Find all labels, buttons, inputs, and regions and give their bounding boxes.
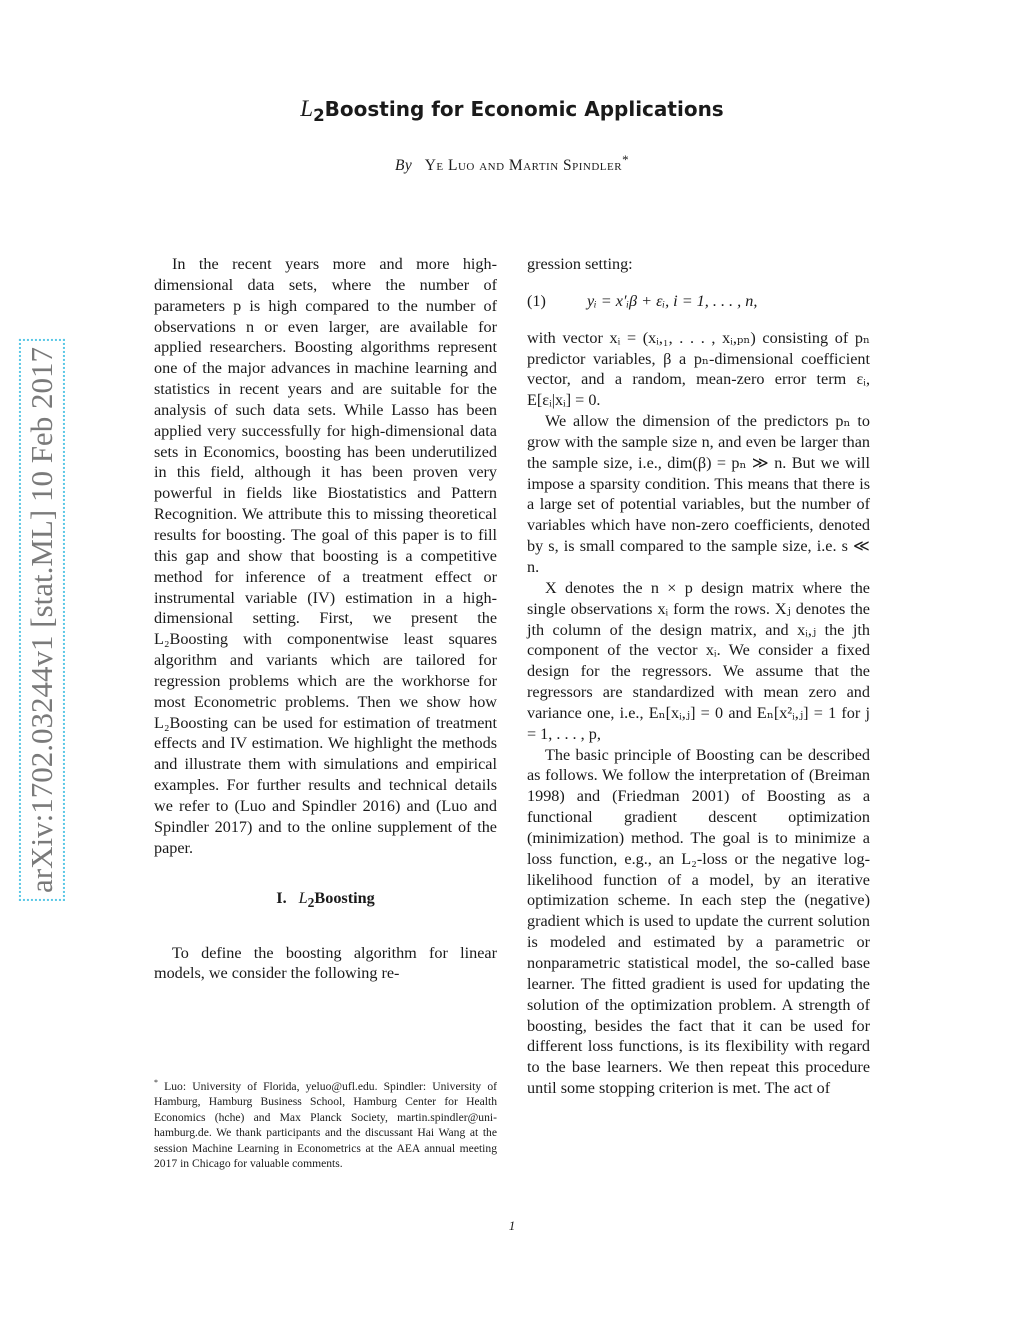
author-footnote-marker: * xyxy=(622,152,630,167)
section-number: I. xyxy=(276,889,287,908)
intro-paragraph: To define the boosting algorithm for linear models, we consider the following re- xyxy=(154,943,497,983)
paragraph-design-matrix: X denotes the n × p design matrix where the single observations xᵢ form the rows. Xⱼ denotes the jth column of the design matrix, and xᵢ,ⱼ the jth component of the vector xᵢ. We consider a fixed design for the regressors. We assume that the regressors are standardized with mean zero and variance one, i.e., Eₙ[xᵢ,ⱼ] = 0 and Eₙ[x²ᵢ,ⱼ] = 1 for j = 1, . . . , p, xyxy=(527,578,870,743)
author-names: Ye Luo and Martin Spindler xyxy=(424,157,623,175)
author-by: By xyxy=(394,157,413,175)
title-text: Boosting for Economic Applications xyxy=(324,97,724,121)
section-subscript: 2 xyxy=(307,895,315,911)
page-number: 1 xyxy=(508,1218,516,1233)
abstract: In the recent years more and more high-dimensional data sets, where the number of parameters p is high compared to the number of observations n or even larger, are available for applied researchers. Boosting algorithms represent one of the major advances in machine learning and statistics in recent years and are suitable for the analysis of such data sets. While Lasso has been applied very successfully for high-dimensional data sets in Economics, boosting has been underutilized in this field, although it has been proven very powerful in fields like Biostatistics and Pattern Recognition. We attribute this to missing theoretical results for boosting. The goal of this paper is to fill this gap and show that boosting is a competitive method for inference of a treatment effect or instrumental variable (IV) estimation in a high-dimensional setting. First, we present the L₂Boosting with componentwise least squares algorithm and variants which are tailored for regression problems which are the workhorse for most Econometric problems. Then we show how L₂Boosting can be used for estimation of treatment effects and IV estimation. We highlight the methods and illustrate them with simulations and empirical examples. For further results and technical details we refer to (Luo and Spindler 2016) and (Luo and Spindler 2017) and to the online supplement of the paper. xyxy=(154,255,497,857)
section-symbol: L xyxy=(298,889,308,908)
author-line xyxy=(0,152,1024,175)
footnote xyxy=(154,1075,497,1172)
arxiv-identifier-text: arXiv:1702.03244v1 [stat.ML] 10 Feb 2017 xyxy=(19,339,65,901)
paragraph-boosting-principle: The basic principle of Boosting can be described as follows. We follow the interpretation of (Breiman 1998) and (Friedman 2001) of Boosting as a functional gradient descent optimization (minimization) method. The goal is to minimize a loss function, e.g., an L₂-loss or the negative log-likelihood function of a model, by an iterative optimization scheme. In each step the (negative) gradient which is used to update the current solution is modeled and estimated by a parametric or nonparametric statistical model, the so-called base learner. The fitted gradient is used for updating the solution of the optimization problem. A strength of boosting, besides the fact that it can be used for different loss functions, is its flexibility with regard to the base learners. We then repeat this procedure until some stopping criterion is met. The act of xyxy=(527,745,870,1098)
equation-1 xyxy=(527,291,870,312)
paragraph-model-definition: with vector xᵢ = (xᵢ,₁, . . . , xᵢ,ₚₙ) consisting of pₙ predictor variables, β a pₙ-dimensional coefficient vector, and a random, mean-zero error term εᵢ, E[εᵢ|xᵢ] = 0. xyxy=(527,328,870,410)
footnote-marker: * xyxy=(154,1078,158,1087)
footnote-text: Luo: University of Florida, yeluo@ufl.edu. Spindler: University of Hamburg, Hamburg Business School, Hamburg Center for Health Economics (hche) and Max Planck Society, martin.spindler@uni-hamburg.de. We thank participants and the discussant Hai Wang at the session Machine Learning in Econometrics at the AEA annual meeting 2017 in Chicago for valuable comments. xyxy=(154,1079,498,1171)
left-column xyxy=(154,254,497,984)
right-column xyxy=(527,254,870,1099)
section-heading xyxy=(154,888,497,914)
paper-title xyxy=(0,96,1024,125)
arxiv-identifier xyxy=(20,310,64,930)
equation-number: (1) xyxy=(527,291,546,310)
regression-continuation: gression setting: xyxy=(527,255,633,273)
section-title: Boosting xyxy=(314,889,375,908)
title-symbol: L xyxy=(300,96,314,121)
equation-body: yᵢ = x′ᵢβ + εᵢ, i = 1, . . . , n, xyxy=(587,291,758,310)
paragraph-sparsity: We allow the dimension of the predictors pₙ to grow with the sample size n, and even be larger than the sample size, i.e., dim(β) = pₙ ≫ n. But we will impose a sparsity condition. This means that there is a large set of potential variables, but the number of variables which have non-zero coefficients, denoted by s, is small compared to the sample size, i.e. s ≪ n. xyxy=(527,412,870,576)
title-subscript: 2 xyxy=(313,106,325,125)
